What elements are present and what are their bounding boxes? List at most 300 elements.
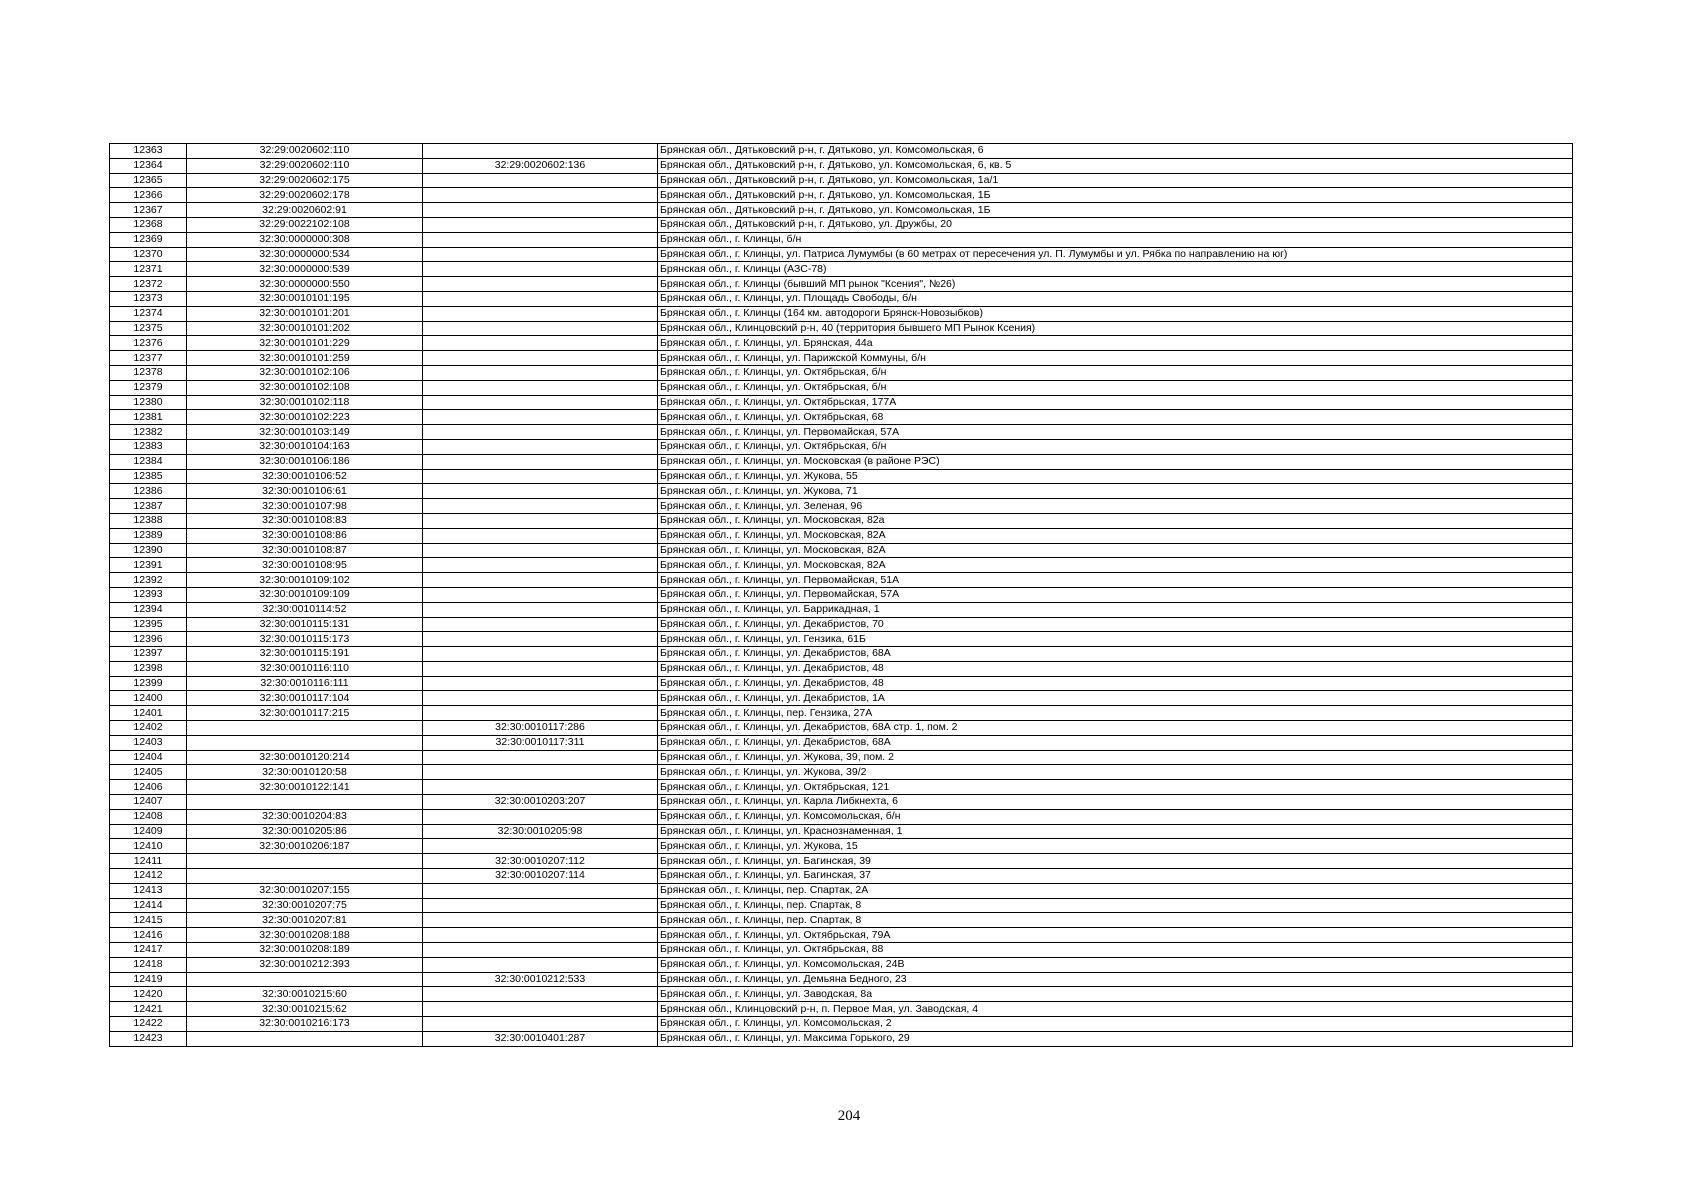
cadastral-number-cell: 32:30:0010101:201 [187, 306, 423, 321]
cadastral-number-cell: 32:30:0010205:86 [187, 824, 423, 839]
cadastral-number-cell: 32:30:0000000:539 [187, 262, 423, 277]
row-number-cell: 12380 [110, 395, 187, 410]
row-number-cell: 12401 [110, 706, 187, 721]
cadastral-number-cell: 32:30:0010108:87 [187, 543, 423, 558]
table-row [110, 484, 1573, 499]
object-number-cell [423, 188, 658, 203]
table-row [110, 573, 1573, 588]
address-cell: Брянская обл., г. Клинцы, ул. Жукова, 39/2 [658, 765, 1573, 780]
object-number-cell: 32:30:0010117:286 [423, 721, 658, 736]
table-row [110, 972, 1573, 987]
cadastral-number-cell: 32:30:0010116:111 [187, 676, 423, 691]
cadastral-number-cell: 32:30:0010101:202 [187, 321, 423, 336]
object-number-cell [423, 750, 658, 765]
object-number-cell [423, 943, 658, 958]
table-row [110, 928, 1573, 943]
address-cell: Брянская обл., Дятьковский р-н, г. Дятьково, ул. Комсомольская, 1Б [658, 188, 1573, 203]
cadastral-number-cell: 32:30:0010116:110 [187, 661, 423, 676]
object-number-cell [423, 380, 658, 395]
cadastral-number-cell: 32:30:0010206:187 [187, 839, 423, 854]
table-row [110, 262, 1573, 277]
cadastral-number-cell: 32:29:0020602:110 [187, 158, 423, 173]
cadastral-number-cell: 32:30:0010102:223 [187, 410, 423, 425]
address-cell: Брянская обл., г. Клинцы, ул. Декабристов, 68А [658, 735, 1573, 750]
table-row [110, 691, 1573, 706]
address-cell: Брянская обл., г. Клинцы, ул. Комсомольская, 24В [658, 957, 1573, 972]
object-number-cell [423, 144, 658, 159]
cadastral-number-cell [187, 795, 423, 810]
address-cell: Брянская обл., г. Клинцы, ул. Московская (в районе РЭС) [658, 454, 1573, 469]
table-row [110, 217, 1573, 232]
row-number-cell: 12397 [110, 647, 187, 662]
table-row [110, 306, 1573, 321]
cadastral-number-cell [187, 869, 423, 884]
row-number-cell: 12389 [110, 528, 187, 543]
table-row [110, 750, 1573, 765]
table-row [110, 410, 1573, 425]
address-cell: Брянская обл., г. Клинцы, ул. Декабристов, 1А [658, 691, 1573, 706]
address-cell: Брянская обл., г. Клинцы, ул. Жукова, 55 [658, 469, 1573, 484]
row-number-cell: 12374 [110, 306, 187, 321]
table-row [110, 647, 1573, 662]
address-cell: Брянская обл., г. Клинцы, ул. Первомайская, 51А [658, 573, 1573, 588]
table-row [110, 587, 1573, 602]
object-number-cell [423, 1017, 658, 1032]
object-number-cell [423, 365, 658, 380]
table-row [110, 395, 1573, 410]
object-number-cell [423, 425, 658, 440]
cadastral-number-cell: 32:30:0010207:75 [187, 898, 423, 913]
object-number-cell [423, 291, 658, 306]
cadastral-number-cell: 32:29:0022102:108 [187, 217, 423, 232]
row-number-cell: 12405 [110, 765, 187, 780]
cadastral-number-cell: 32:30:0010106:52 [187, 469, 423, 484]
table-row [110, 425, 1573, 440]
row-number-cell: 12400 [110, 691, 187, 706]
row-number-cell: 12419 [110, 972, 187, 987]
table-row [110, 735, 1573, 750]
table-row [110, 232, 1573, 247]
object-number-cell [423, 661, 658, 676]
row-number-cell: 12381 [110, 410, 187, 425]
row-number-cell: 12372 [110, 277, 187, 292]
object-number-cell: 32:30:0010207:114 [423, 869, 658, 884]
address-cell: Брянская обл., г. Клинцы, ул. Демьяна Бедного, 23 [658, 972, 1573, 987]
object-number-cell [423, 173, 658, 188]
row-number-cell: 12417 [110, 943, 187, 958]
object-number-cell [423, 691, 658, 706]
address-cell: Брянская обл., г. Клинцы (АЗС-78) [658, 262, 1573, 277]
table-row [110, 617, 1573, 632]
address-cell: Брянская обл., Клинцовский р-н, 40 (территория бывшего МП Рынок Ксения) [658, 321, 1573, 336]
object-number-cell: 32:30:0010401:287 [423, 1031, 658, 1046]
object-number-cell [423, 247, 658, 262]
object-number-cell [423, 395, 658, 410]
row-number-cell: 12415 [110, 913, 187, 928]
object-number-cell [423, 706, 658, 721]
address-cell: Брянская обл., г. Клинцы, ул. Патриса Лумумбы (в 60 метрах от пересечения ул. П. Лумумбы и ул. Рябка по направлению на юг) [658, 247, 1573, 262]
cadastral-number-cell: 32:30:0010101:229 [187, 336, 423, 351]
row-number-cell: 12390 [110, 543, 187, 558]
address-cell: Брянская обл., Дятьковский р-н, г. Дятьково, ул. Комсомольская, 1Б [658, 203, 1573, 218]
address-cell: Брянская обл., г. Клинцы, ул. Московская, 82А [658, 543, 1573, 558]
object-number-cell [423, 987, 658, 1002]
cadastral-number-cell: 32:30:0000000:550 [187, 277, 423, 292]
table-row [110, 721, 1573, 736]
object-number-cell [423, 883, 658, 898]
address-cell: Брянская обл., г. Клинцы, пер. Гензика, 27А [658, 706, 1573, 721]
address-cell: Брянская обл., г. Клинцы, ул. Площадь Свободы, б/н [658, 291, 1573, 306]
cadastral-number-cell: 32:30:0010207:81 [187, 913, 423, 928]
cadastral-number-cell: 32:30:0010204:83 [187, 809, 423, 824]
object-number-cell [423, 765, 658, 780]
object-number-cell [423, 203, 658, 218]
table-row [110, 869, 1573, 884]
cadastral-number-cell: 32:30:0010120:58 [187, 765, 423, 780]
table-row [110, 291, 1573, 306]
row-number-cell: 12412 [110, 869, 187, 884]
address-cell: Брянская обл., Дятьковский р-н, г. Дятьково, ул. Дружбы, 20 [658, 217, 1573, 232]
table-row [110, 898, 1573, 913]
address-cell: Брянская обл., г. Клинцы, ул. Октябрьская, б/н [658, 380, 1573, 395]
address-cell: Брянская обл., г. Клинцы, ул. Комсомольская, 2 [658, 1017, 1573, 1032]
address-cell: Брянская обл., г. Клинцы, ул. Декабристов, 48 [658, 661, 1573, 676]
address-cell: Брянская обл., г. Клинцы, ул. Гензика, 61Б [658, 632, 1573, 647]
cadastral-number-cell: 32:29:0020602:175 [187, 173, 423, 188]
cadastral-number-cell: 32:30:0000000:308 [187, 232, 423, 247]
table-row [110, 173, 1573, 188]
object-number-cell [423, 928, 658, 943]
table-row [110, 203, 1573, 218]
row-number-cell: 12408 [110, 809, 187, 824]
address-cell: Брянская обл., г. Клинцы, б/н [658, 232, 1573, 247]
address-cell: Брянская обл., г. Клинцы, ул. Октябрьская, 177А [658, 395, 1573, 410]
table-row [110, 144, 1573, 159]
address-cell: Брянская обл., г. Клинцы, ул. Зеленая, 96 [658, 499, 1573, 514]
address-cell: Брянская обл., г. Клинцы, пер. Спартак, 8 [658, 898, 1573, 913]
address-cell: Брянская обл., г. Клинцы, ул. Декабристов, 68А [658, 647, 1573, 662]
row-number-cell: 12366 [110, 188, 187, 203]
address-cell: Брянская обл., г. Клинцы, ул. Жукова, 71 [658, 484, 1573, 499]
cadastral-number-cell: 32:30:0010215:60 [187, 987, 423, 1002]
object-number-cell [423, 1002, 658, 1017]
object-number-cell [423, 513, 658, 528]
cadastral-number-cell: 32:30:0010120:214 [187, 750, 423, 765]
object-number-cell: 32:30:0010207:112 [423, 854, 658, 869]
row-number-cell: 12420 [110, 987, 187, 1002]
cadastral-number-cell: 32:30:0000000:534 [187, 247, 423, 262]
address-cell: Брянская обл., г. Клинцы, пер. Спартак, 8 [658, 913, 1573, 928]
table-row [110, 158, 1573, 173]
table-row [110, 365, 1573, 380]
table-row [110, 824, 1573, 839]
table-row [110, 839, 1573, 854]
table-row [110, 765, 1573, 780]
table-row [110, 321, 1573, 336]
address-cell: Брянская обл., г. Клинцы, ул. Октябрьская, 79А [658, 928, 1573, 943]
object-number-cell [423, 587, 658, 602]
row-number-cell: 12404 [110, 750, 187, 765]
cadastral-number-cell: 32:30:0010216:173 [187, 1017, 423, 1032]
address-cell: Брянская обл., г. Клинцы, пер. Спартак, 2А [658, 883, 1573, 898]
row-number-cell: 12402 [110, 721, 187, 736]
row-number-cell: 12388 [110, 513, 187, 528]
row-number-cell: 12363 [110, 144, 187, 159]
cadastral-number-cell [187, 854, 423, 869]
object-number-cell [423, 336, 658, 351]
row-number-cell: 12391 [110, 558, 187, 573]
object-number-cell [423, 617, 658, 632]
cadastral-number-cell [187, 1031, 423, 1046]
table-row [110, 780, 1573, 795]
object-number-cell [423, 558, 658, 573]
object-number-cell [423, 839, 658, 854]
row-number-cell: 12386 [110, 484, 187, 499]
object-number-cell [423, 913, 658, 928]
address-cell: Брянская обл., г. Клинцы, ул. Октябрьская, 121 [658, 780, 1573, 795]
address-cell: Брянская обл., г. Клинцы, ул. Московская, 82а [658, 513, 1573, 528]
row-number-cell: 12392 [110, 573, 187, 588]
row-number-cell: 12395 [110, 617, 187, 632]
cadastral-number-cell: 32:30:0010115:173 [187, 632, 423, 647]
cadastral-number-cell: 32:30:0010108:83 [187, 513, 423, 528]
registry-table [109, 143, 1573, 1047]
table-row [110, 706, 1573, 721]
cadastral-number-cell: 32:30:0010208:189 [187, 943, 423, 958]
cadastral-number-cell: 32:30:0010109:109 [187, 587, 423, 602]
cadastral-number-cell: 32:30:0010115:191 [187, 647, 423, 662]
object-number-cell: 32:30:0010212:533 [423, 972, 658, 987]
row-number-cell: 12414 [110, 898, 187, 913]
table-row [110, 632, 1573, 647]
row-number-cell: 12387 [110, 499, 187, 514]
cadastral-number-cell: 32:30:0010109:102 [187, 573, 423, 588]
row-number-cell: 12364 [110, 158, 187, 173]
object-number-cell [423, 262, 658, 277]
address-cell: Брянская обл., г. Клинцы, ул. Декабристов, 70 [658, 617, 1573, 632]
registry-table-body [110, 144, 1573, 1047]
cadastral-number-cell: 32:29:0020602:110 [187, 144, 423, 159]
object-number-cell [423, 217, 658, 232]
cadastral-number-cell: 32:30:0010102:108 [187, 380, 423, 395]
table-row [110, 380, 1573, 395]
cadastral-number-cell [187, 721, 423, 736]
table-row [110, 513, 1573, 528]
object-number-cell [423, 232, 658, 247]
row-number-cell: 12382 [110, 425, 187, 440]
object-number-cell [423, 306, 658, 321]
address-cell: Брянская обл., г. Клинцы, ул. Октябрьская, б/н [658, 439, 1573, 454]
row-number-cell: 12409 [110, 824, 187, 839]
object-number-cell [423, 410, 658, 425]
object-number-cell [423, 632, 658, 647]
object-number-cell [423, 676, 658, 691]
object-number-cell: 32:30:0010117:311 [423, 735, 658, 750]
table-row [110, 351, 1573, 366]
object-number-cell [423, 543, 658, 558]
address-cell: Брянская обл., Дятьковский р-н, г. Дятьково, ул. Комсомольская, 6, кв. 5 [658, 158, 1573, 173]
cadastral-number-cell: 32:30:0010122:141 [187, 780, 423, 795]
address-cell: Брянская обл., г. Клинцы, ул. Декабристов, 48 [658, 676, 1573, 691]
cadastral-number-cell: 32:30:0010108:86 [187, 528, 423, 543]
object-number-cell: 32:29:0020602:136 [423, 158, 658, 173]
object-number-cell [423, 351, 658, 366]
address-cell: Брянская обл., г. Клинцы, ул. Жукова, 39, пом. 2 [658, 750, 1573, 765]
row-number-cell: 12399 [110, 676, 187, 691]
table-row [110, 957, 1573, 972]
cadastral-number-cell: 32:29:0020602:178 [187, 188, 423, 203]
address-cell: Брянская обл., г. Клинцы, ул. Октябрьская, б/н [658, 365, 1573, 380]
row-number-cell: 12418 [110, 957, 187, 972]
cadastral-number-cell: 32:29:0020602:91 [187, 203, 423, 218]
address-cell: Брянская обл., г. Клинцы, ул. Октябрьская, 68 [658, 410, 1573, 425]
object-number-cell [423, 439, 658, 454]
address-cell: Брянская обл., г. Клинцы, ул. Максима Горького, 29 [658, 1031, 1573, 1046]
table-row [110, 277, 1573, 292]
cadastral-number-cell: 32:30:0010103:149 [187, 425, 423, 440]
address-cell: Брянская обл., г. Клинцы, ул. Декабристов, 68А стр. 1, пом. 2 [658, 721, 1573, 736]
row-number-cell: 12377 [110, 351, 187, 366]
table-row [110, 809, 1573, 824]
table-row [110, 543, 1573, 558]
row-number-cell: 12398 [110, 661, 187, 676]
object-number-cell [423, 602, 658, 617]
row-number-cell: 12383 [110, 439, 187, 454]
object-number-cell [423, 647, 658, 662]
address-cell: Брянская обл., г. Клинцы, ул. Багинская, 37 [658, 869, 1573, 884]
object-number-cell [423, 484, 658, 499]
address-cell: Брянская обл., Дятьковский р-н, г. Дятьково, ул. Комсомольская, 6 [658, 144, 1573, 159]
row-number-cell: 12406 [110, 780, 187, 795]
row-number-cell: 12407 [110, 795, 187, 810]
object-number-cell: 32:30:0010203:207 [423, 795, 658, 810]
row-number-cell: 12376 [110, 336, 187, 351]
table-row [110, 499, 1573, 514]
object-number-cell [423, 809, 658, 824]
object-number-cell [423, 573, 658, 588]
address-cell: Брянская обл., Клинцовский р-н, п. Первое Мая, ул. Заводская, 4 [658, 1002, 1573, 1017]
row-number-cell: 12403 [110, 735, 187, 750]
address-cell: Брянская обл., г. Клинцы, ул. Брянская, 44а [658, 336, 1573, 351]
address-cell: Брянская обл., г. Клинцы, ул. Парижской Коммуны, б/н [658, 351, 1573, 366]
table-row [110, 795, 1573, 810]
table-row [110, 661, 1573, 676]
cadastral-number-cell: 32:30:0010101:195 [187, 291, 423, 306]
row-number-cell: 12371 [110, 262, 187, 277]
object-number-cell [423, 528, 658, 543]
table-row [110, 1017, 1573, 1032]
object-number-cell [423, 454, 658, 469]
address-cell: Брянская обл., Дятьковский р-н, г. Дятьково, ул. Комсомольская, 1а/1 [658, 173, 1573, 188]
object-number-cell: 32:30:0010205:98 [423, 824, 658, 839]
cadastral-number-cell: 32:30:0010114:52 [187, 602, 423, 617]
cadastral-number-cell: 32:30:0010207:155 [187, 883, 423, 898]
table-row [110, 454, 1573, 469]
cadastral-number-cell: 32:30:0010107:98 [187, 499, 423, 514]
row-number-cell: 12378 [110, 365, 187, 380]
cadastral-number-cell: 32:30:0010101:259 [187, 351, 423, 366]
cadastral-number-cell: 32:30:0010208:188 [187, 928, 423, 943]
address-cell: Брянская обл., г. Клинцы, ул. Первомайская, 57А [658, 425, 1573, 440]
row-number-cell: 12370 [110, 247, 187, 262]
object-number-cell [423, 957, 658, 972]
table-row [110, 854, 1573, 869]
address-cell: Брянская обл., г. Клинцы, ул. Багинская, 39 [658, 854, 1573, 869]
cadastral-number-cell: 32:30:0010102:118 [187, 395, 423, 410]
cadastral-number-cell: 32:30:0010108:95 [187, 558, 423, 573]
object-number-cell [423, 898, 658, 913]
row-number-cell: 12423 [110, 1031, 187, 1046]
address-cell: Брянская обл., г. Клинцы, ул. Краснознаменная, 1 [658, 824, 1573, 839]
row-number-cell: 12416 [110, 928, 187, 943]
row-number-cell: 12394 [110, 602, 187, 617]
address-cell: Брянская обл., г. Клинцы, ул. Первомайская, 57А [658, 587, 1573, 602]
cadastral-number-cell: 32:30:0010117:104 [187, 691, 423, 706]
table-row [110, 883, 1573, 898]
cadastral-number-cell [187, 735, 423, 750]
page-number: 204 [837, 1108, 861, 1124]
row-number-cell: 12367 [110, 203, 187, 218]
row-number-cell: 12411 [110, 854, 187, 869]
table-row [110, 336, 1573, 351]
row-number-cell: 12422 [110, 1017, 187, 1032]
table-row [110, 913, 1573, 928]
table-row [110, 676, 1573, 691]
table-row [110, 247, 1573, 262]
row-number-cell: 12373 [110, 291, 187, 306]
table-row [110, 558, 1573, 573]
address-cell: Брянская обл., г. Клинцы, ул. Комсомольская, б/н [658, 809, 1573, 824]
table-row [110, 439, 1573, 454]
row-number-cell: 12368 [110, 217, 187, 232]
table-row [110, 469, 1573, 484]
object-number-cell [423, 321, 658, 336]
row-number-cell: 12385 [110, 469, 187, 484]
address-cell: Брянская обл., г. Клинцы (164 км. автодороги Брянск-Новозыбков) [658, 306, 1573, 321]
row-number-cell: 12384 [110, 454, 187, 469]
address-cell: Брянская обл., г. Клинцы, ул. Заводская, 8а [658, 987, 1573, 1002]
object-number-cell [423, 469, 658, 484]
cadastral-number-cell [187, 972, 423, 987]
cadastral-number-cell: 32:30:0010117:215 [187, 706, 423, 721]
cadastral-number-cell: 32:30:0010215:62 [187, 1002, 423, 1017]
object-number-cell [423, 277, 658, 292]
row-number-cell: 12396 [110, 632, 187, 647]
address-cell: Брянская обл., г. Клинцы (бывший МП рынок "Ксения", №26) [658, 277, 1573, 292]
table-row [110, 602, 1573, 617]
table-row [110, 188, 1573, 203]
cadastral-number-cell: 32:30:0010106:61 [187, 484, 423, 499]
row-number-cell: 12379 [110, 380, 187, 395]
object-number-cell [423, 499, 658, 514]
table-row [110, 943, 1573, 958]
table-row [110, 987, 1573, 1002]
address-cell: Брянская обл., г. Клинцы, ул. Баррикадная, 1 [658, 602, 1573, 617]
row-number-cell: 12369 [110, 232, 187, 247]
row-number-cell: 12421 [110, 1002, 187, 1017]
cadastral-number-cell: 32:30:0010106:186 [187, 454, 423, 469]
address-cell: Брянская обл., г. Клинцы, ул. Московская, 82А [658, 558, 1573, 573]
table-row [110, 1002, 1573, 1017]
address-cell: Брянская обл., г. Клинцы, ул. Московская, 82А [658, 528, 1573, 543]
table-row [110, 528, 1573, 543]
row-number-cell: 12410 [110, 839, 187, 854]
address-cell: Брянская обл., г. Клинцы, ул. Октябрьская, 88 [658, 943, 1573, 958]
row-number-cell: 12393 [110, 587, 187, 602]
row-number-cell: 12365 [110, 173, 187, 188]
cadastral-number-cell: 32:30:0010104:163 [187, 439, 423, 454]
table-row [110, 1031, 1573, 1046]
